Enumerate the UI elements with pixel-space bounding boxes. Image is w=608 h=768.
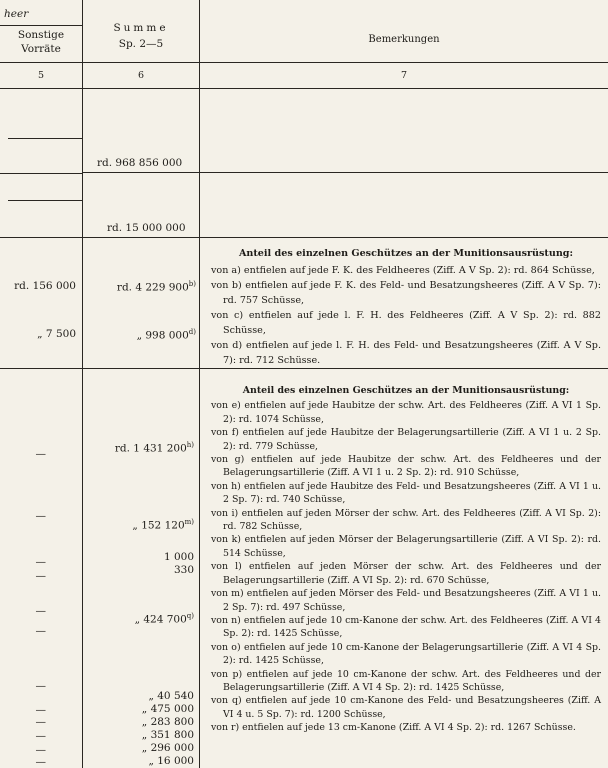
stock-dash: — (35, 605, 46, 617)
sum-value: „ 152 120$^{m)}$ (132, 518, 194, 532)
stock-dash: — (35, 744, 46, 756)
remark-entry: von e) entfielen auf jede Haubitze der schw. Art. des Feldheeres (Ziff. A VI 1 Sp. 2): rd. 1074 Schüsse, (211, 400, 601, 425)
stock-dash: — (35, 556, 46, 568)
stub-rule-c (8, 200, 83, 201)
footnote-marker: h) (186, 441, 194, 449)
remark-entry: von f) entfielen auf jede Haubitze der Belagerungsartillerie (Ziff. A VI 1 u. 2 Sp. 2): rd. 779 Schüsse, (211, 427, 601, 452)
stock-dash: — (35, 510, 46, 522)
remarks-group-2 (211, 384, 601, 735)
group-rule-2 (0, 368, 608, 369)
footnote-marker: q) (186, 612, 194, 620)
col-divider-6-7 (199, 0, 200, 768)
sum-value: „ 40 540 (148, 690, 194, 702)
remark-entry: von c) entfielen auf jede l. F. H. des Feldheeres (Ziff. A V Sp. 2): rd. 882 Schüsse, (211, 310, 601, 336)
stock-dash: — (35, 704, 46, 716)
footnote-marker: b) (188, 280, 196, 288)
remark-entry: von h) entfielen auf jede Haubitze des Feld- und Besatzungsheeres (Ziff. A VI 1 u. 2 Sp. 7): rd. 740 Schüsse, (211, 480, 601, 506)
header-top-rule (0, 25, 82, 26)
group-rule-1 (0, 237, 608, 238)
footnote-marker: d) (188, 328, 196, 336)
sum-value: „ 475 000 (141, 703, 194, 715)
stock-dash: — (35, 756, 46, 768)
sum-value: 1 000 (163, 551, 194, 563)
remark-entry: von i) entfielen auf jeden Mörser der schw. Art. des Feldheeres (Ziff. A VI Sp. 2): rd. 782 Schüsse, (211, 507, 601, 533)
header-fragment: heer (4, 8, 29, 20)
remarks-title: Anteil des einzelnen Geschützes an der Munitionsausrüstung: (238, 248, 574, 259)
col-number-6: 6 (137, 70, 145, 81)
remarks-title: Anteil des einzelnen Geschützes an der Munitionsausrüstung: (242, 385, 570, 396)
remark-entry: von q) entfielen auf jede 10 cm-Kanone des Feld- und Besatzungsheeres (Ziff. A VI 4 u. 5 Sp. 7): rd. 1200 Schüsse, (211, 695, 601, 720)
header-rule (0, 62, 608, 63)
remark-entry: von m) entfielen auf jeden Mörser des Feld- und Besatzungsheeres (Ziff. A VI 1 u. 2 Sp. 7): rd. 497 Schüsse, (211, 588, 601, 613)
stub-rule-a (8, 138, 83, 139)
stock-dash: — (35, 680, 46, 692)
remark-entry: von l) entfielen auf jeden Mörser der schw. Art. des Feldheeres und der Belagerungsartillerie (Ziff. A VI Sp. 2): rd. 670 Schüsse, (211, 561, 601, 586)
remark-entry: von a) entfielen auf jede F. K. des Feldheeres (Ziff. A V Sp. 2): rd. 864 Schüsse, (211, 265, 595, 276)
remark-entry: von r) entfielen auf jede 13 cm-Kanone (Ziff. A VI 4 Sp. 2): rd. 1267 Schüsse. (211, 722, 576, 734)
remark-entry: von g) entfielen auf jede Haubitze der schw. Art. des Feldheeres und der Belagerungsartillerie (Ziff. A VI 1 u. 2 Sp. 2): rd. 910 Schüsse, (211, 454, 601, 479)
footnote-marker: m) (184, 518, 194, 526)
col-divider-5-6 (82, 0, 83, 768)
remark-entry: von b) entfielen auf jede F. K. des Feld- und Besatzungsheeres (Ziff. A V Sp. 7): rd. 757 Schüsse, (211, 280, 601, 306)
stock-value: rd. 156 000 (14, 280, 76, 292)
remark-entry: von n) entfielen auf jede 10 cm-Kanone der schw. Art. des Feldheeres (Ziff. A VI 4 Sp. 2): rd. 1425 Schüsse, (211, 614, 601, 640)
colnum-rule (0, 88, 608, 89)
remark-entry: von k) entfielen auf jeden Mörser der Belagerungsartillerie (Ziff. A VI Sp. 2): rd. 514 Schüsse, (211, 534, 601, 559)
sum-value: rd. 4 229 900$^{b)}$ (116, 280, 196, 294)
col6-title: Summe (113, 22, 169, 34)
stock-dash: — (35, 716, 46, 728)
remark-entry: von d) entfielen auf jede l. F. H. des Feld- und Besatzungsheeres (Ziff. A V Sp. 7): rd. 712 Schüsse. (211, 340, 601, 366)
col6-subtitle: Sp. 2—5 (118, 38, 164, 50)
sum-value: rd. 968 856 000 (97, 157, 183, 169)
sum-value: rd. 15 000 000 (107, 222, 186, 234)
remarks-group-1 (211, 246, 601, 368)
col7-title: Bemerkungen (368, 34, 440, 45)
sum-value: 330 (173, 564, 194, 576)
stock-value: „ 7 500 (37, 328, 76, 340)
row-rule-a (83, 172, 608, 173)
sum-value: „ 998 000$^{d)}$ (136, 328, 196, 342)
stock-dash: — (35, 625, 46, 637)
remark-entry: von p) entfielen auf jede 10 cm-Kanone der schw. Art. des Feldheeres und der Belagerungsartillerie (Ziff. A VI 4 Sp. 2): rd. 1425 Schüsse, (211, 668, 601, 693)
stock-dash: — (35, 448, 46, 460)
col5-title: Sonstige Vorräte (17, 29, 65, 55)
col-number-5: 5 (37, 70, 45, 81)
sum-value: „ 16 000 (148, 755, 194, 767)
col-number-7: 7 (400, 70, 408, 81)
stock-dash: — (35, 570, 46, 582)
remark-entry: von o) entfielen auf jede 10 cm-Kanone der Belagerungsartillerie (Ziff. A VI 4 Sp. 2): rd. 1425 Schüsse, (211, 641, 601, 667)
sum-value: „ 296 000 (141, 742, 194, 754)
sum-value: „ 424 700$^{q)}$ (134, 612, 194, 626)
sum-value: „ 283 800 (141, 716, 194, 728)
stock-dash: — (35, 730, 46, 742)
stub-rule-b (0, 173, 83, 174)
sum-value: „ 351 800 (141, 729, 194, 741)
sum-value: rd. 1 431 200$^{h)}$ (114, 441, 194, 455)
